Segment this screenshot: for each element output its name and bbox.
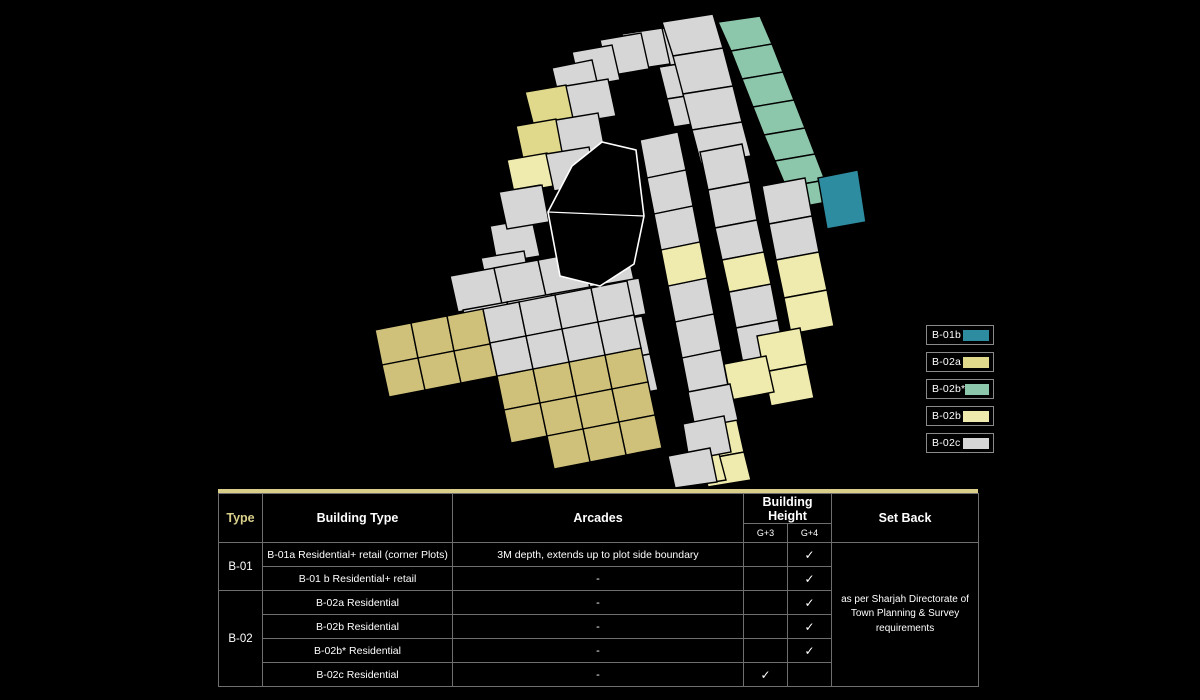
arcades-cell: - — [453, 591, 744, 615]
arcades-cell: - — [453, 567, 744, 591]
legend-swatch — [965, 384, 989, 395]
building-type-cell: B-01 b Residential+ retail — [263, 567, 453, 591]
header-arcades: Arcades — [453, 494, 744, 543]
legend-swatch — [963, 411, 989, 422]
g4-cell: ✓ — [788, 639, 832, 663]
legend-label: B-02b — [932, 410, 962, 422]
legend — [926, 325, 994, 453]
g4-cell: ✓ — [788, 567, 832, 591]
legend-label: B-02c — [932, 437, 961, 449]
legend-swatch — [963, 438, 989, 449]
header-g4: G+4 — [788, 524, 832, 543]
g3-cell: ✓ — [744, 663, 788, 687]
plan-blocks — [375, 14, 866, 488]
header-building-height: Building Height — [744, 494, 832, 524]
table-row — [219, 543, 979, 567]
type-group-b02: B-02 — [219, 591, 263, 687]
legend-item-b02b-star — [926, 379, 994, 399]
set-back-note: as per Sharjah Directorate of Town Planning & Survey requirements — [832, 543, 979, 687]
legend-swatch — [963, 330, 989, 341]
building-type-cell: B-02c Residential — [263, 663, 453, 687]
legend-item-b01b — [926, 325, 994, 345]
block-teal-corner — [818, 170, 866, 229]
header-building-type: Building Type — [263, 494, 453, 543]
legend-label: B-02a — [932, 356, 962, 368]
header-type: Type — [219, 494, 263, 543]
building-type-cell: B-02b* Residential — [263, 639, 453, 663]
header-g3: G+3 — [744, 524, 788, 543]
arcades-cell: - — [453, 615, 744, 639]
legend-item-b02c — [926, 433, 994, 453]
g4-cell: ✓ — [788, 591, 832, 615]
building-type-cell: B-02b Residential — [263, 615, 453, 639]
legend-item-b02b — [926, 406, 994, 426]
arcades-cell: - — [453, 663, 744, 687]
legend-swatch — [963, 357, 989, 368]
g3-cell — [744, 591, 788, 615]
table-header-row — [219, 494, 979, 524]
g3-cell — [744, 567, 788, 591]
g3-cell — [744, 615, 788, 639]
g4-cell: ✓ — [788, 615, 832, 639]
type-group-b01: B-01 — [219, 543, 263, 591]
building-type-cell: B-01a Residential+ retail (corner Plots) — [263, 543, 453, 567]
specification-table — [218, 493, 979, 687]
legend-label: B-01b — [932, 329, 962, 341]
block-midright-pale — [722, 252, 771, 292]
building-type-cell: B-02a Residential — [263, 591, 453, 615]
specification-table-wrapper — [218, 489, 978, 687]
g4-cell: ✓ — [788, 543, 832, 567]
arcades-cell: 3M depth, extends up to plot side boundary — [453, 543, 744, 567]
block-central-yellow — [661, 242, 707, 286]
g4-cell — [788, 663, 832, 687]
arcades-cell: - — [453, 639, 744, 663]
legend-label: B-02b* — [932, 383, 966, 395]
g3-cell — [744, 543, 788, 567]
header-set-back: Set Back — [832, 494, 979, 543]
legend-item-b02a — [926, 352, 994, 372]
g3-cell — [744, 639, 788, 663]
